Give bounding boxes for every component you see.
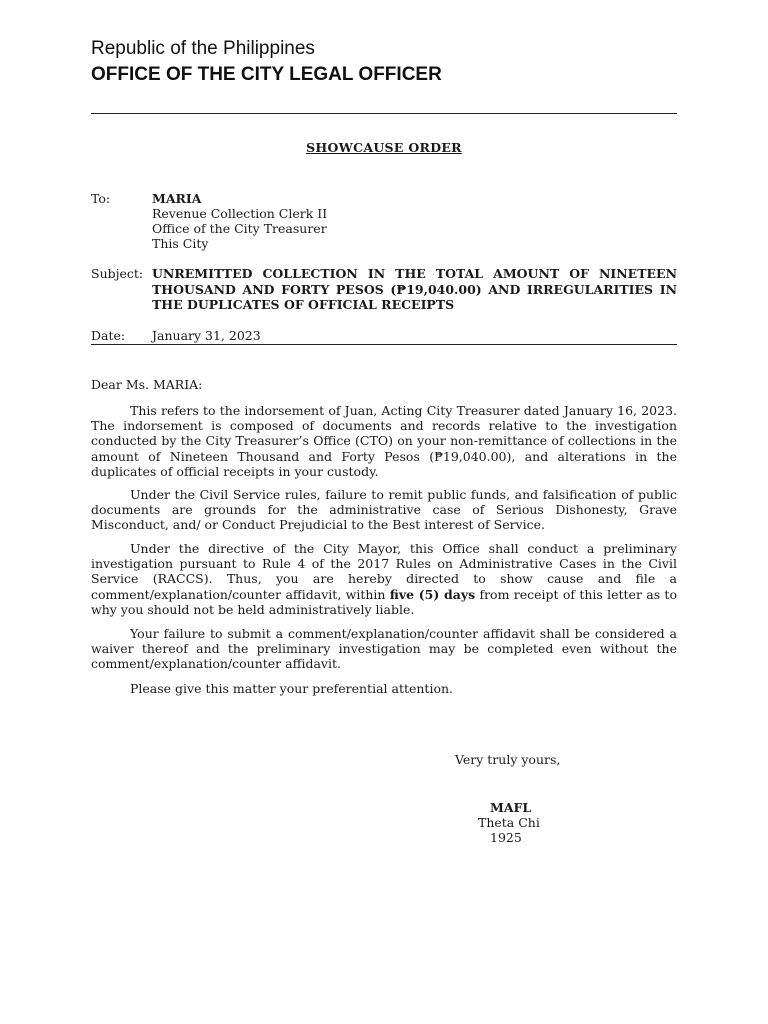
subject-label: Subject: [91, 266, 144, 281]
signatory-line-2: 1925 [490, 830, 522, 845]
body-paragraph-3 [91, 541, 677, 617]
paragraph-3-deadline: five (5) days [389, 586, 476, 602]
body-paragraph-2: Under the Civil Service rules, failure to remit public funds, and falsification of public documents are grounds for the administrative case of Serious Dishonesty, Grave Misconduct, and/ or Conduct Prejudicial to the Best interest of Service. [91, 487, 677, 533]
salutation: Dear Ms. MARIA: [91, 377, 203, 392]
recipient-city: This City [152, 236, 209, 251]
subject-text: UNREMITTED COLLECTION IN THE TOTAL AMOUNT OF NINETEEN THOUSAND AND FORTY PESOS (₱19,040.00) AND IRREGULARITIES IN THE DUPLICATES OF OFFICIAL RECEIPTS [152, 266, 677, 312]
document-title-text: SHOWCAUSE ORDER [306, 140, 462, 155]
republic-heading: Republic of the Philippines [91, 38, 315, 59]
to-label: To: [91, 191, 111, 206]
signatory-name: MAFL [490, 800, 532, 815]
body-paragraph-4: Your failure to submit a comment/explanation/counter affidavit shall be considered a waiver thereof and the preliminary investigation may be completed even without the comment/explanation/counter affidavit. [91, 626, 677, 672]
paragraph-3-text-b: from receipt of this letter as to why you should not be held administratively liable. [91, 586, 677, 617]
date-divider [91, 344, 677, 345]
date-label: Date: [91, 328, 126, 343]
office-heading: OFFICE OF THE CITY LEGAL OFFICER [91, 64, 442, 85]
recipient-position: Revenue Collection Clerk II [152, 206, 328, 221]
document-title [0, 140, 768, 155]
valediction: Very truly yours, [455, 752, 561, 767]
paragraph-3-text-a: Under the directive of the City Mayor, this Office shall conduct a preliminary investigation pursuant to Rule 4 of the 2017 Rules on Administrative Cases in the Civil Service (RACCS). Thus, you are hereby directed to show cause and file a comment/explanation/counter affidavit, within [91, 541, 677, 602]
body-paragraph-1: This refers to the indorsement of Juan, Acting City Treasurer dated January 16, 2023. The indorsement is composed of documents and records relative to the investigation conducted by the City Treasurer’s Office (CTO) on your non-remittance of collections in the amount of Nineteen Thousand and Forty Pesos (₱19,040.00), and alterations in the duplicates of official receipts in your custody. [91, 403, 677, 479]
date-value: January 31, 2023 [152, 328, 261, 343]
recipient-name: MARIA [152, 191, 202, 206]
body-paragraph-5: Please give this matter your preferential attention. [130, 681, 454, 696]
signatory-line-1: Theta Chi [478, 815, 540, 830]
header-divider [91, 113, 677, 114]
recipient-office: Office of the City Treasurer [152, 221, 327, 236]
